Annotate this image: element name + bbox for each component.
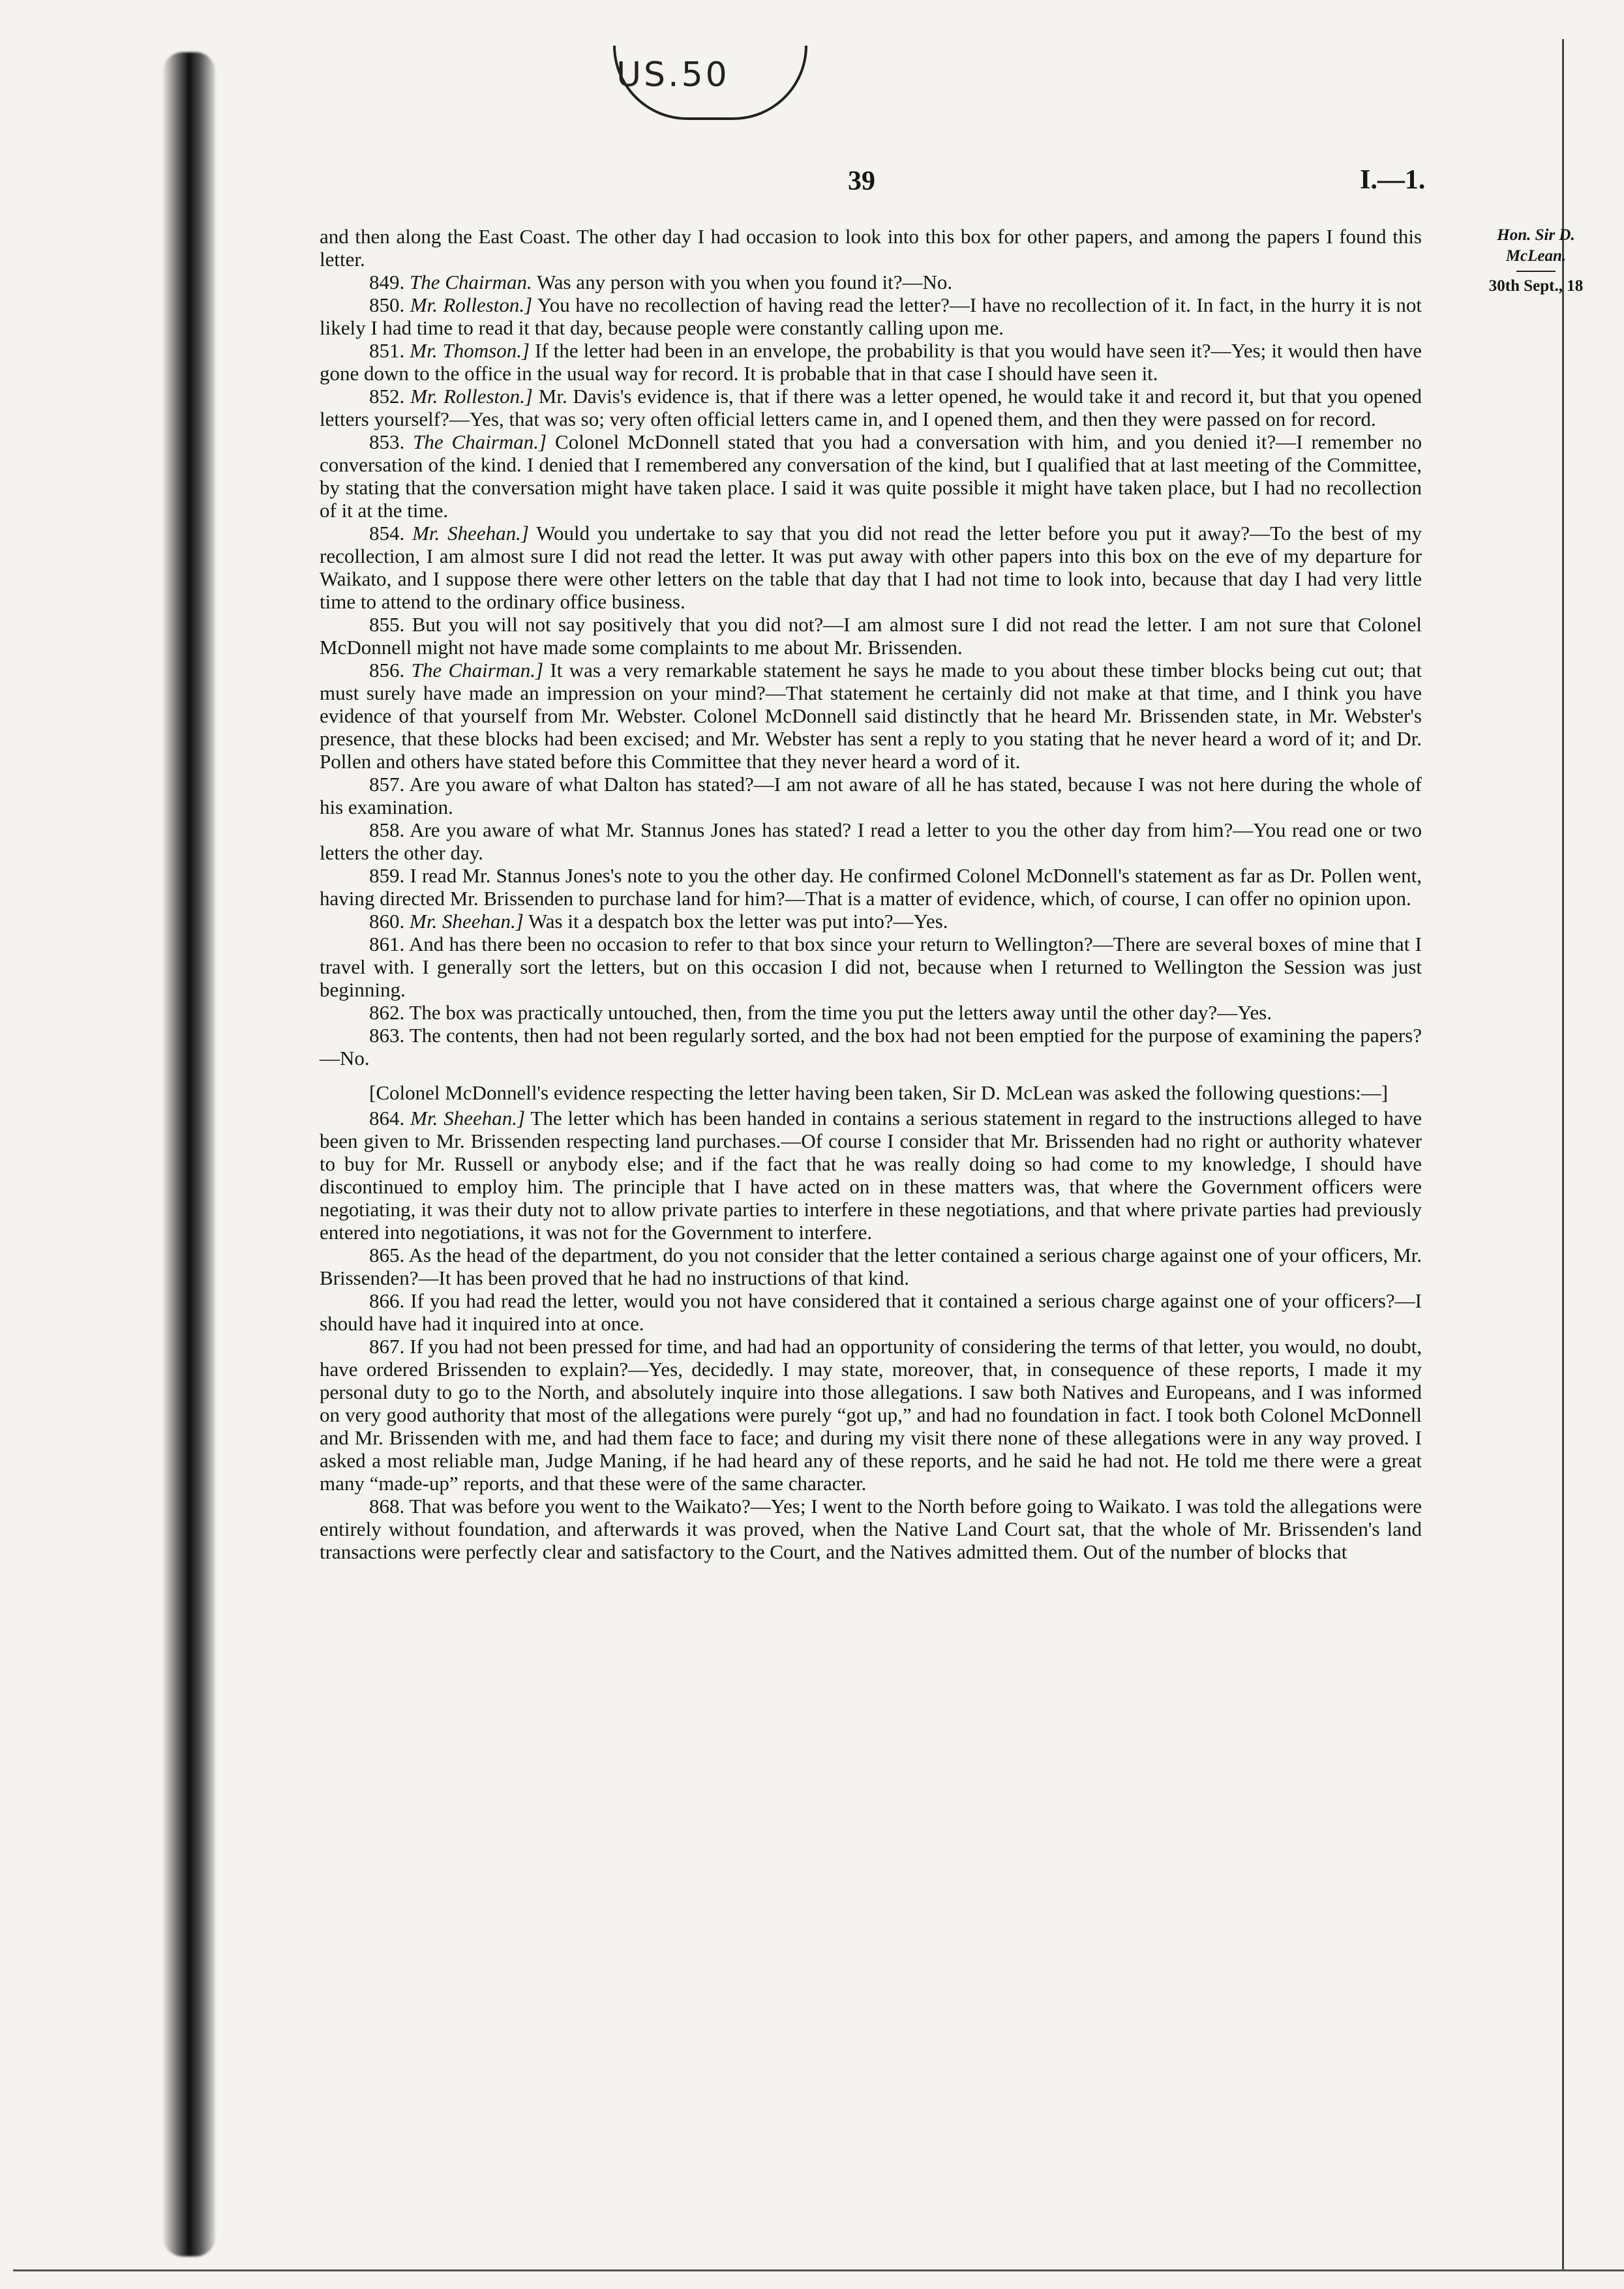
paragraph <box>320 1495 1422 1563</box>
page-edge-rule-vertical <box>1562 39 1564 2269</box>
paragraph <box>320 1024 1422 1070</box>
page-binding-shadow <box>163 52 215 2256</box>
paragraph-text: If you had not been pressed for time, and had had an opportunity of considering the terms of that letter, you would, no doubt, have ordered Brissenden to explain?—Yes, decidedly. I may state, moreover, that, in consequence of these reports, I made it my personal duty to go to the North, and absolutely inquire into those allegations. I saw both Natives and Europeans, and I was informed on very good authority that most of the allegations were purely “got up,” and had no foundation in fact. I took both Colonel McDonnell and Mr. Brissenden with me, and had them face to face; and during my visit there none of these allegations were in any way proved. I asked a most reliable man, Judge Maning, if he had heard any of these reports, and he said he had not. He told me there were a great many “made-up” reports, and that these were of the same character. <box>320 1335 1422 1495</box>
paragraph-text: Are you aware of what Mr. Stannus Jones has stated? I read a letter to you the other day from him?—You read one or two letters the other day. <box>320 818 1422 864</box>
margin-note-date: 30th Sept., 18 <box>1488 277 1584 295</box>
paragraph <box>320 933 1422 1001</box>
paragraph <box>320 339 1422 385</box>
paragraph-text: As the head of the department, do you not consider that the letter contained a serious charge against one of your officers, Mr. Brissenden?—It has been proved that he had no instructions of that kind. <box>320 1244 1422 1289</box>
paragraph <box>320 773 1422 818</box>
speaker-name: Mr. Rolleston.] <box>410 293 533 316</box>
question-number: 862. <box>369 1001 405 1024</box>
paragraph <box>320 271 1422 293</box>
question-number: 868. <box>369 1495 405 1518</box>
question-number: 850. <box>369 293 405 316</box>
paragraph <box>320 385 1422 430</box>
paragraph-text: The box was practically untouched, then, from the time you put the letters away until the other day?—Yes. <box>409 1001 1272 1024</box>
page-number: 39 <box>848 166 875 196</box>
margin-note-name-line2: McLean. <box>1505 247 1567 265</box>
paragraph <box>320 1335 1422 1495</box>
paragraph-text: If the letter had been in an envelope, the probability is that you would have seen it?—Yes; it would then have gone down to the office in the usual way for record. It is probable that in that case I should have seen it. <box>320 339 1422 385</box>
question-number: 852. <box>369 385 405 408</box>
page-edge-rule-horizontal <box>13 2269 1624 2271</box>
paragraph <box>320 613 1422 659</box>
paragraph <box>320 225 1422 271</box>
speaker-name: The Chairman.] <box>411 659 544 681</box>
speaker-name: The Chairman.] <box>413 430 547 453</box>
bracketed-note <box>320 1081 1422 1104</box>
question-number: 866. <box>369 1289 405 1312</box>
question-number: 856. <box>369 659 405 681</box>
question-number: 855. <box>369 613 405 636</box>
paragraph <box>320 1001 1422 1024</box>
paragraph <box>320 818 1422 864</box>
paragraph-text: Mr. Davis's evidence is, that if there was a letter opened, he would take it and record it, but that you opened letters yourself?—Yes, that was so; very often official letters came in, and I opened them, and then they were passed on for record. <box>320 385 1422 430</box>
speaker-name: Mr. Sheehan.] <box>410 1107 526 1130</box>
question-number: 861. <box>369 933 405 955</box>
paragraph <box>320 430 1422 522</box>
margin-note-separator <box>1516 271 1556 272</box>
paragraph <box>320 1244 1422 1289</box>
margin-note <box>1451 225 1621 297</box>
question-number: 854. <box>369 522 405 545</box>
paragraph-text: The contents, then had not been regularly sorted, and the box had not been emptied for the purpose of examining the papers?—No. <box>320 1024 1422 1070</box>
paragraph <box>320 659 1422 773</box>
paragraph-text: And has there been no occasion to refer to that box since your return to Wellington?—There are several boxes of mine that I travel with. I generally sort the letters, but on this occasion I did not, because when I returned to Wellington the Session was just beginning. <box>320 933 1422 1001</box>
question-number: 857. <box>369 773 405 796</box>
paragraph-text: If you had read the letter, would you not have considered that it contained a serious charge against one of your officers?—I should have had it inquired into at once. <box>320 1289 1422 1335</box>
paragraph <box>320 864 1422 910</box>
paragraph-text: Would you undertake to say that you did not read the letter before you put it away?—To the best of my recollection, I am almost sure I did not read the letter. It was put away with other papers into this box on the eve of my departure for Waikato, and I suppose there were other letters on the table that day that I had not time to look into, because that day I had very little time to attend to the ordinary office business. <box>320 522 1422 613</box>
question-number: 853. <box>369 430 405 453</box>
speaker-name: The Chairman. <box>410 271 532 293</box>
handwritten-mark: US.50 <box>616 55 730 95</box>
paragraph <box>320 910 1422 933</box>
paragraph <box>320 293 1422 339</box>
question-number: 864. <box>369 1107 405 1130</box>
question-number: 865. <box>369 1244 405 1266</box>
paragraph-text: You have no recollection of having read the letter?—I have no recollection of it. In fact, in the hurry it is not likely I had time to read it that day, because people were constantly calling upon me. <box>320 293 1422 339</box>
paragraph-text: Was it a despatch box the letter was put into?—Yes. <box>528 910 948 933</box>
paragraph <box>320 1107 1422 1244</box>
question-number: 851. <box>369 339 405 362</box>
paragraph-text: I read Mr. Stannus Jones's note to you the other day. He confirmed Colonel McDonnell's statement as far as Dr. Pollen went, having directed Mr. Brissenden to purchase land for him?—That is a matter of evidence, which, of course, I can offer no opinion upon. <box>320 864 1422 910</box>
paragraph <box>320 1289 1422 1335</box>
paragraph-text: Colonel McDonnell stated that you had a conversation with him, and you denied it?—I remember no conversation of the kind. I denied that I remembered any conversation of the kind, but I qualified that at last meeting of the Committee, by stating that the conversation might have taken place. I said it was quite possible it might have taken place, but I had no recollection of it at the time. <box>320 430 1422 522</box>
paragraph-text: Was any person with you when you found it?—No. <box>536 271 953 293</box>
paragraph-text: The letter which has been handed in contains a serious statement in regard to the instructions alleged to have been given to Mr. Brissenden respecting land purchases.—Of course I consider that Mr. Brissenden had no right or authority whatever to buy for Mr. Russell or anybody else; and if the fact that he was really doing so had come to my knowledge, I should have discontinued to employ him. The principle that I have acted on in these matters was, that where the Government officers were negotiating, it was their duty not to allow private parties to interfere in these negotiations, and that where private parties had previously entered into negotiations, it was not for the Government to interfere. <box>320 1107 1422 1244</box>
margin-note-name-line1: Hon. Sir D. <box>1497 226 1575 244</box>
speaker-name: Mr. Thomson.] <box>410 339 530 362</box>
question-number: 859. <box>369 864 405 887</box>
document-reference: I.—1. <box>1360 165 1426 195</box>
paragraph-text: It was a very remarkable statement he says he made to you about these timber blocks being cut out; that must surely have made an impression on your mind?—That statement he certainly did not make at that time, and I think you have evidence of that yourself from Mr. Webster. Colonel McDonnell said distinctly that he heard Mr. Brissenden state, in Mr. Webster's presence, that these blocks had been excised; and Mr. Webster has sent a reply to you stating that he never heard a word of it; and Dr. Pollen and others have stated before this Committee that they never heard a word of it. <box>320 659 1422 773</box>
speaker-name: Mr. Sheehan.] <box>410 910 524 933</box>
paragraph-text: That was before you went to the Waikato?—Yes; I went to the North before going to Waikato. I was told the allegations were entirely without foundation, and afterwards it was proved, when the Native Land Court sat, that the whole of Mr. Brissenden's land transactions were perfectly clear and satisfactory to the Court, and the Natives admitted them. Out of the number of blocks that <box>320 1495 1422 1563</box>
question-number: 860. <box>369 910 405 933</box>
speaker-name: Mr. Sheehan.] <box>412 522 529 545</box>
paragraph <box>320 522 1422 613</box>
evidence-body <box>320 225 1422 1563</box>
speaker-name: Mr. Rolleston.] <box>410 385 533 408</box>
paragraph-text: and then along the East Coast. The other day I had occasion to look into this box for other papers, and among the papers I found this letter. <box>320 225 1422 271</box>
question-number: 849. <box>369 271 405 293</box>
question-number: 863. <box>369 1024 405 1047</box>
paragraph-text: Are you aware of what Dalton has stated?—I am not aware of all he has stated, because I was not here during the whole of his examination. <box>320 773 1422 818</box>
paragraph-text: But you will not say positively that you did not?—I am almost sure I did not read the letter. I am not sure that Colonel McDonnell might not have made some complaints to me about Mr. Brissenden. <box>320 613 1422 659</box>
question-number: 867. <box>369 1335 405 1358</box>
question-number: 858. <box>369 818 405 841</box>
paragraph-text: [Colonel McDonnell's evidence respecting the letter having been taken, Sir D. McLean was asked the following questions:—] <box>369 1081 1389 1104</box>
